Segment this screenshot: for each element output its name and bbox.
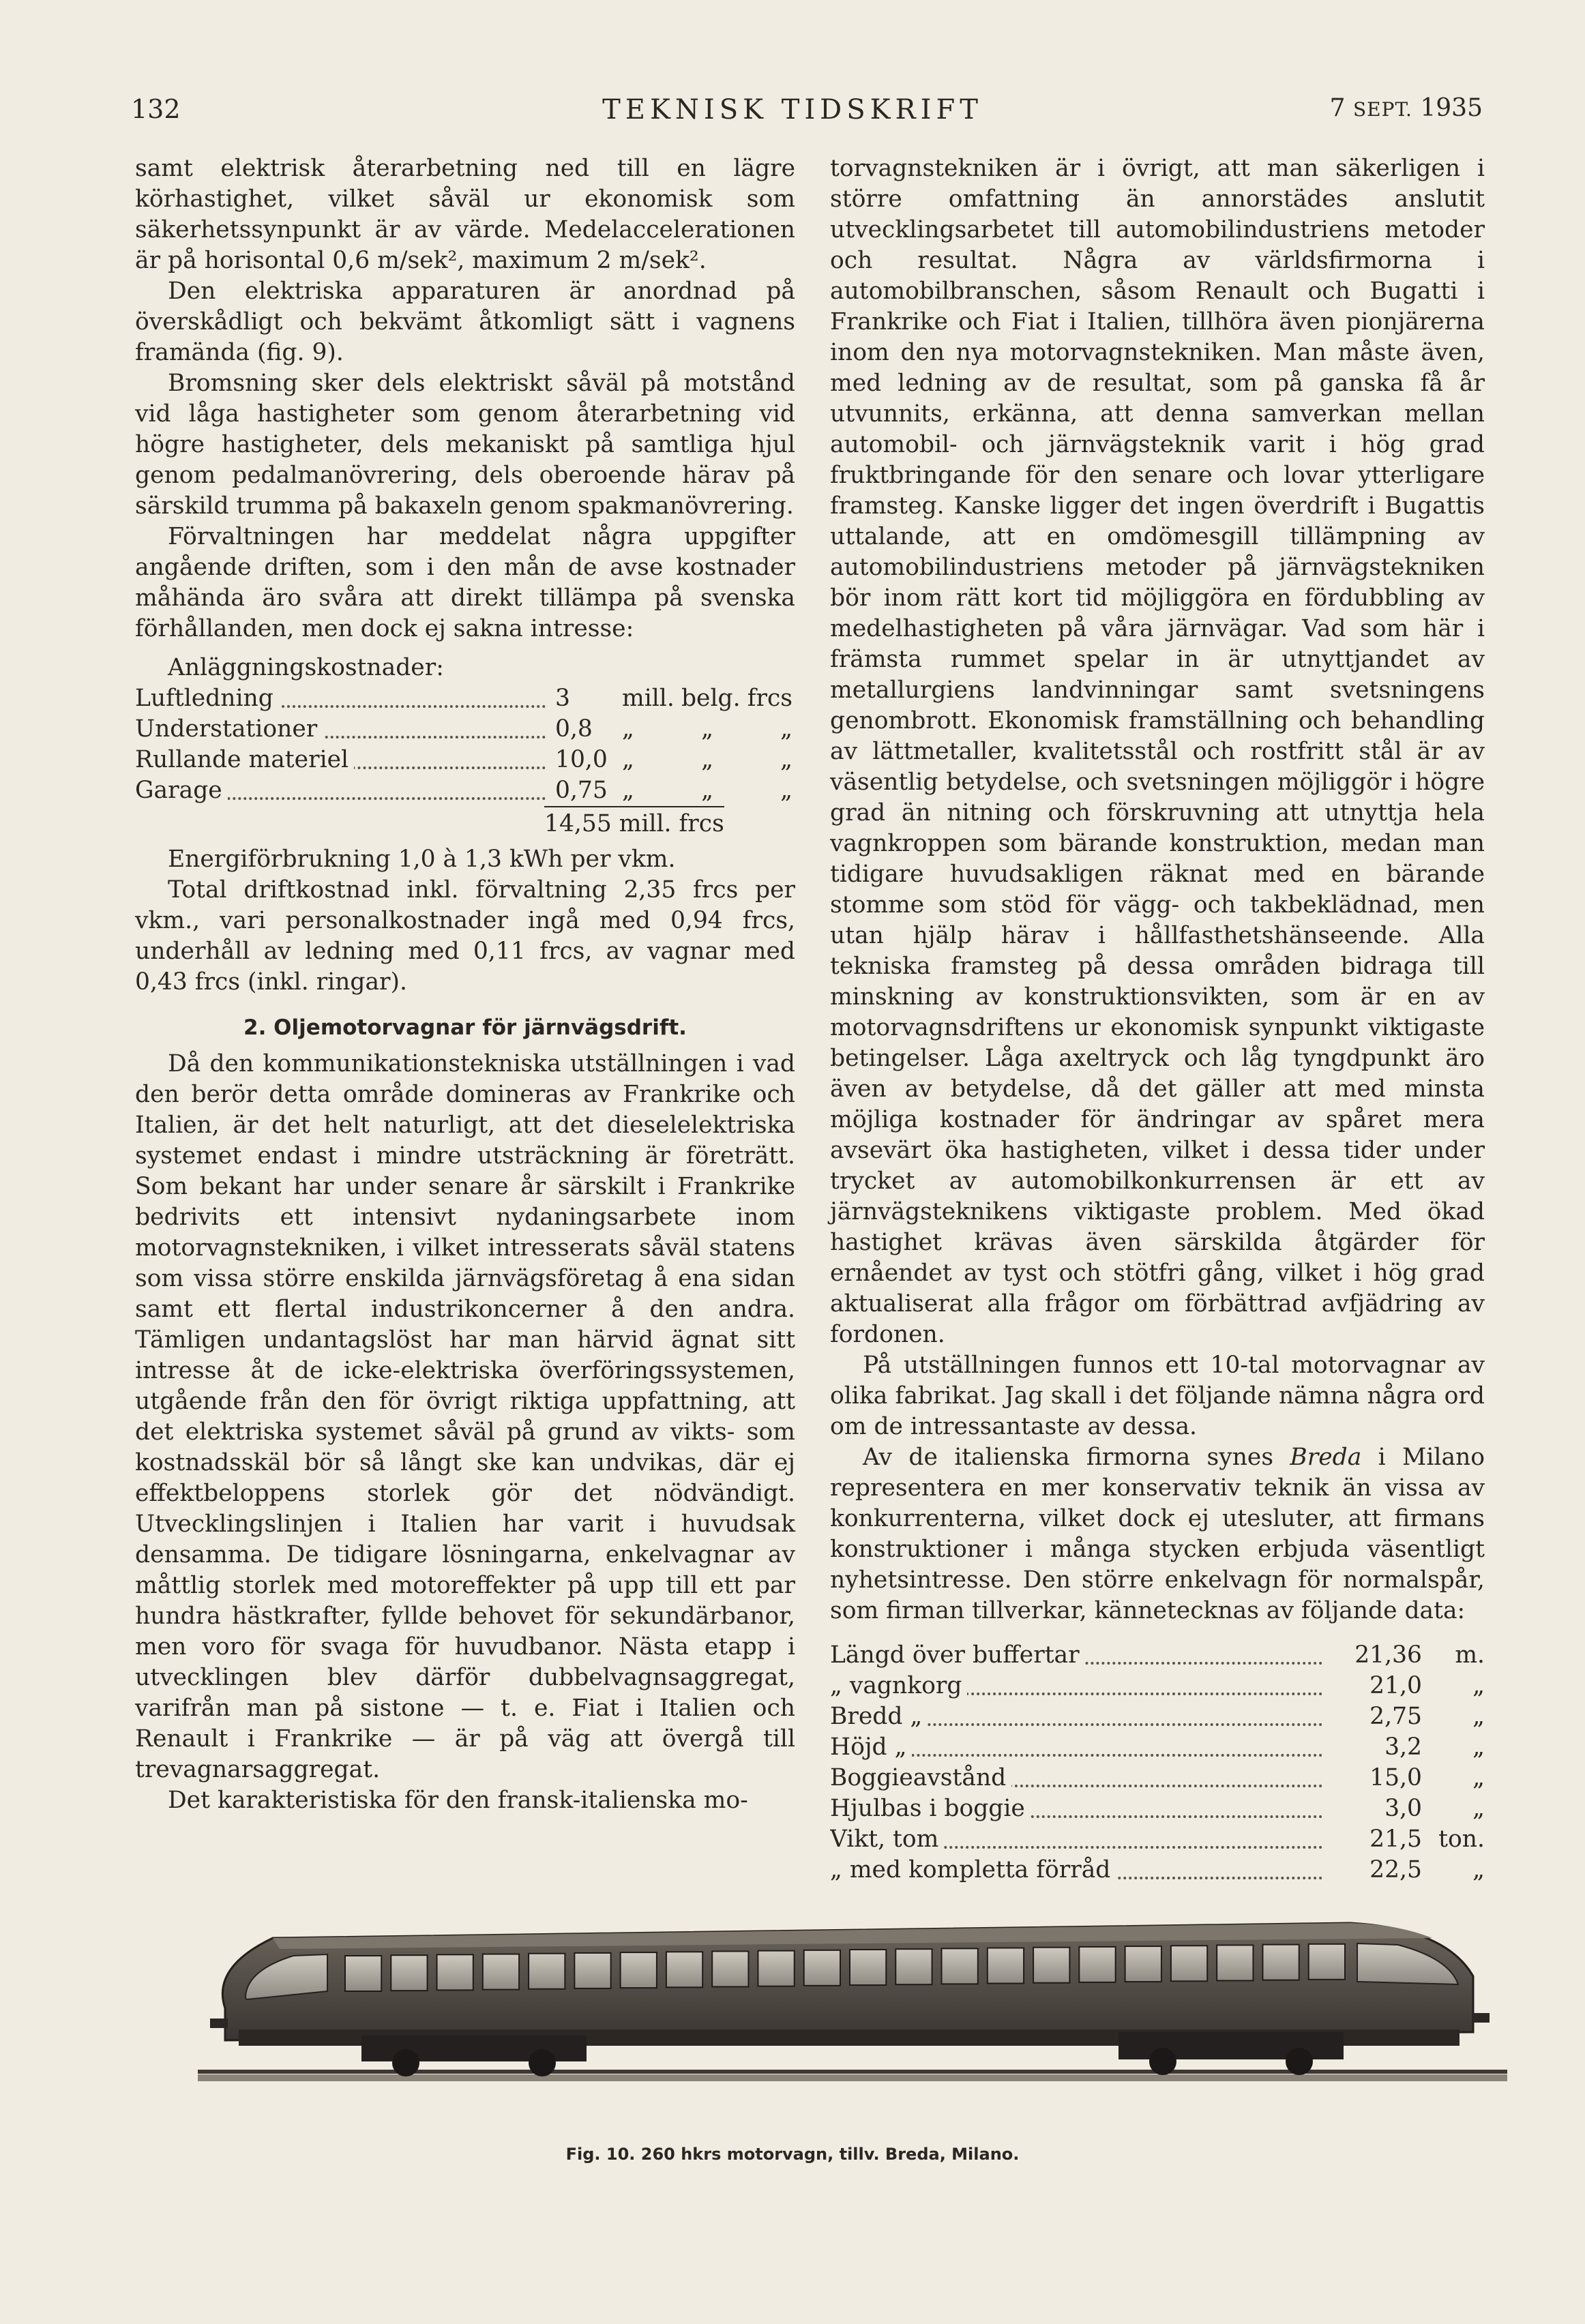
dimension-label: Boggieavstånd (830, 1763, 1335, 1793)
dimension-value: 21,0 (1369, 1672, 1422, 1699)
cost-value: 0,8 (555, 715, 593, 743)
dimension-row (830, 1855, 1485, 1886)
section-heading: 2. Oljemotorvagnar för järnvägsdrift. (243, 1015, 687, 1040)
cost-unit: „ „ „ (622, 777, 792, 804)
page-number: 132 (131, 94, 181, 124)
cost-row (135, 745, 795, 775)
side-window (529, 1954, 565, 1989)
breda-name: Breda (1290, 1444, 1362, 1471)
cost-label: Rullande materiel (135, 745, 555, 775)
dimension-unit: m. (1455, 1641, 1485, 1669)
dimension-value: 22,5 (1369, 1856, 1422, 1883)
dimension-label: „ vagnkorg (830, 1671, 1335, 1701)
dimension-unit: „ (1472, 1764, 1485, 1791)
side-window (345, 1956, 381, 1991)
dimension-value: 3,2 (1384, 1733, 1422, 1761)
cost-label: Understationer (135, 714, 555, 745)
left-paragraphs-before (135, 153, 795, 644)
side-window (1171, 1946, 1207, 1981)
issue-date (1330, 94, 1483, 122)
dimension-label: Höjd „ (830, 1732, 1335, 1763)
cost-table-heading: Anläggningskostnader: (168, 654, 444, 681)
cost-value: 10,0 (555, 746, 608, 773)
side-window (850, 1950, 886, 1985)
buffer-left (210, 2018, 228, 2028)
dimension-value: 2,75 (1369, 1703, 1422, 1730)
side-window (1217, 1945, 1253, 1980)
side-window (1079, 1947, 1115, 1982)
paragraph: Bromsning sker dels elektriskt såväl på motstånd vid låga hastigheter som genom återarbetning vid högre hastigheter, dels mekaniskt på samtliga hjul genom pedalmanövrering, dels oberoende härav på särskild trumma på bakaxeln genom spakmanövrering. (135, 370, 795, 520)
side-window (391, 1955, 427, 1991)
side-window (712, 1951, 748, 1986)
cost-unit: „ „ „ (622, 746, 792, 773)
dimension-unit: „ (1472, 1733, 1485, 1761)
paragraph: Total driftkostnad inkl. förvaltning 2,35 frcs per vkm., vari personalkostnader ingå med 0,94 frcs, underhåll av ledning med 0,11 frcs, av vagnar med 0,43 frcs (inkl. ringar). (135, 876, 795, 996)
paragraph: Den elektriska apparaturen är anordnad på överskådligt och bekvämt åtkomligt sätt i vagnens framända (fig. 9). (135, 278, 795, 366)
dimension-row (830, 1701, 1485, 1732)
track-bed (198, 2074, 1507, 2081)
breda-pre: Av de italienska firmorna synes (863, 1444, 1290, 1471)
paragraph: Energiförbrukning 1,0 à 1,3 kWh per vkm. (168, 846, 676, 873)
left-paragraphs-after (135, 844, 795, 998)
dimension-row (830, 1793, 1485, 1824)
side-window (621, 1952, 657, 1988)
cost-row (135, 683, 795, 714)
railcar-photo (198, 1896, 1507, 2094)
dimension-row (830, 1824, 1485, 1855)
dimension-label: Längd över buffertar (830, 1640, 1335, 1671)
bogie-right (1119, 2032, 1344, 2075)
side-window (437, 1954, 473, 1990)
journal-title: TEKNISK TIDSKRIFT (602, 94, 983, 125)
cost-label: Luftledning (135, 683, 555, 714)
right-column (830, 153, 1485, 1886)
right-paragraphs-before (830, 153, 1485, 1442)
cost-total-value: 14,55 mill. frcs (544, 806, 724, 839)
issue-date-year: 1935 (1420, 94, 1483, 122)
section-paragraphs (135, 1049, 795, 1816)
dimension-label: Hjulbas i boggie (830, 1793, 1335, 1824)
dimension-row (830, 1671, 1485, 1701)
dimension-label: „ med kompletta förråd (830, 1855, 1335, 1886)
side-window (942, 1948, 978, 1984)
dimension-unit: „ (1472, 1672, 1485, 1699)
side-window (483, 1954, 519, 1990)
dimension-unit: „ (1472, 1856, 1485, 1883)
dimension-label: Vikt, tom (830, 1824, 1335, 1855)
side-window (1125, 1946, 1161, 1982)
cost-label: Garage (135, 775, 555, 806)
paragraph: torvagnstekniken är i övrigt, att man säkerligen i större omfattning än annorstädes anslutit utvecklingsarbetet till automobilindustriens metoder och resultat. Några av världsfirmorna i automobilbranschen, såsom Renault och Bugatti i Frankrike och Fiat i Italien, tillhöra även pionjärerna inom den nya motorvagnstekniken. Man måste även, med ledning av de resultat, som på ganska få år utvunnits, erkänna, att denna samverkan mellan automobil- och järnvägsteknik varit i hög grad fruktbringande för den senare och lovar ytterligare framsteg. Kanske ligger det ingen överdrift i Bugattis uttalande, att en omdömesgill tillämpning av automobilindustriens metoder på järnvägstekniken bör inom rätt kort tid möjliggöra en fördubbling av medelhastigheten på våra järnvägar. Vad som här i främsta rummet spelar in är utnyttjandet av metallurgiens landvinningar samt svetsningens genombrott. Ekonomisk framställning och behandling av lättmetaller, kvalitetsstål och rostfritt stål är av väsentlig betydelse, och svetsningen möjliggör i högre grad än nitning och förskruvning att utnyttja hela vagnkroppen som bärande konstruktion, medan man tidigare huvudsakligen räknat med en bärande stomme som stöd för vägg- och takbeklädnad, men utan hjälp härav i hållfasthetshänseende. Alla tekniska framsteg på dessa områden bidraga till minskning av konstruktionsvikten, som är en av motorvagnsdriftens ur ekonomisk synpunkt viktigaste betingelser. Låga axeltryck och låg tyngdpunkt äro även av betydelse, då det gäller att med minsta möjliga kostnader för ändringar av spåret mera avsevärt öka hastigheten, vilket i dessa tider under trycket av automobilkonkurrensen är ett av järnvägsteknikens viktigaste problem. Med ökad hastighet krävas även särskilda åtgärder för ernåendet av tyst och stötfri gång, vilket i hög grad aktualiserat alla frågor om förbättrad avfjädring av fordonen. (830, 155, 1485, 1348)
dimension-row (830, 1763, 1485, 1793)
dimension-unit: „ (1472, 1703, 1485, 1730)
paragraph: På utställningen funnos ett 10-tal motorvagnar av olika fabrikat. Jag skall i det följande nämna några ord om de intressantaste av dessa. (830, 1352, 1485, 1440)
dimension-value: 21,5 (1369, 1826, 1422, 1853)
left-column (135, 153, 795, 1816)
side-window (804, 1950, 840, 1986)
cost-total (135, 806, 795, 840)
cost-unit: „ „ „ (622, 715, 792, 743)
dimension-value: 15,0 (1369, 1764, 1422, 1791)
side-window (574, 1953, 610, 1988)
dimension-value: 3,0 (1384, 1795, 1422, 1822)
breda-paragraph (830, 1442, 1485, 1626)
cost-unit: mill. belg. frcs (622, 685, 792, 712)
side-window (1262, 1945, 1299, 1980)
cost-value: 0,75 (555, 777, 608, 804)
buffer-right (1472, 2013, 1490, 2023)
paragraph: Det karakteristiska för den fransk-italienska mo- (168, 1787, 748, 1814)
breda-post: i Milano representera en mer konservativ teknik än vissa av konkurrenterna, vilket dock ej utesluter, att firmans konstruktioner i många stycken erbjuda väsentligt nyhetsintresse. Den större enkelvagn för normalspår, som firman tillverkar, kännetecknas av följande data: (830, 1444, 1485, 1624)
dimension-row (830, 1640, 1485, 1671)
dimension-row (830, 1732, 1485, 1763)
side-window (988, 1948, 1024, 1984)
rail (198, 2070, 1507, 2074)
dimension-table (830, 1640, 1485, 1886)
side-window (895, 1949, 932, 1984)
cost-table (135, 653, 795, 840)
side-window (666, 1952, 702, 1987)
paragraph: Förvaltningen har meddelat några uppgifter angående driften, som i den mån de avse kostnader måhända äro svåra att direkt tillämpa på svenska förhållanden, men dock ej sakna intresse: (135, 523, 795, 642)
cost-row (135, 775, 795, 806)
dimension-value: 21,36 (1354, 1641, 1422, 1669)
dimension-unit: „ (1472, 1795, 1485, 1822)
dimension-label: Bredd „ (830, 1701, 1335, 1732)
side-window (1309, 1944, 1345, 1980)
dimension-unit: ton. (1438, 1826, 1485, 1853)
side-window (1033, 1948, 1069, 1983)
issue-date-day: 7 (1329, 94, 1346, 122)
side-window (758, 1951, 794, 1986)
cost-row (135, 714, 795, 745)
figure-caption: Fig. 10. 260 hkrs motorvagn, tillv. Breda, Milano. (565, 2145, 1020, 2164)
cost-rows (135, 683, 795, 806)
paragraph: Då den kommunikationstekniska utställningen i vad den berör detta område domineras av Frankrike och Italien, är det helt naturligt, att det dieselelektriska systemet endast i mindre utsträckning är företrätt. Som bekant har under senare år särskilt i Frankrike bedrivits ett intensivt nydaningsarbete inom motorvagnstekniken, i vilket intresserats såväl statens som vissa större enskilda järnvägsföretag å ena sidan samt ett flertal industrikoncerner å den andra. Tämligen undantagslöst har man härvid ägnat sitt intresse åt de icke-elektriska överföringssystemen, utgående från den för övrigt riktiga uppfattning, att det elektriska systemet såväl på grund av vikts- som kostnadsskäl bör så långt ske kan undvikas, där ej effektbeloppens storlek gör det nödvändigt. Utvecklingslinjen i Italien har varit i huvudsak densamma. De tidigare lösningarna, enkelvagnar av måttlig storlek med motoreffekter på upp till ett par hundra hästkrafter, fyllde behovet för sekundärbanor, men voro för svaga för huvudbanor. Nästa etapp i utvecklingen blev därför dubbelvagnsaggregat, varifrån man på sistone — t. e. Fiat i Italien och Renault i Frankrike — är på väg att övergå till trevagnarsaggregat. (135, 1050, 795, 1783)
cost-value: 3 (555, 685, 570, 712)
issue-date-month: SEPT. (1353, 98, 1412, 121)
paragraph: samt elektrisk återarbetning ned till en lägre körhastighet, vilket såväl ur ekonomisk som säkerhetssynpunkt är av värde. Medelaccelerationen är på horisontal 0,6 m/sek², maximum 2 m/sek². (135, 155, 795, 274)
